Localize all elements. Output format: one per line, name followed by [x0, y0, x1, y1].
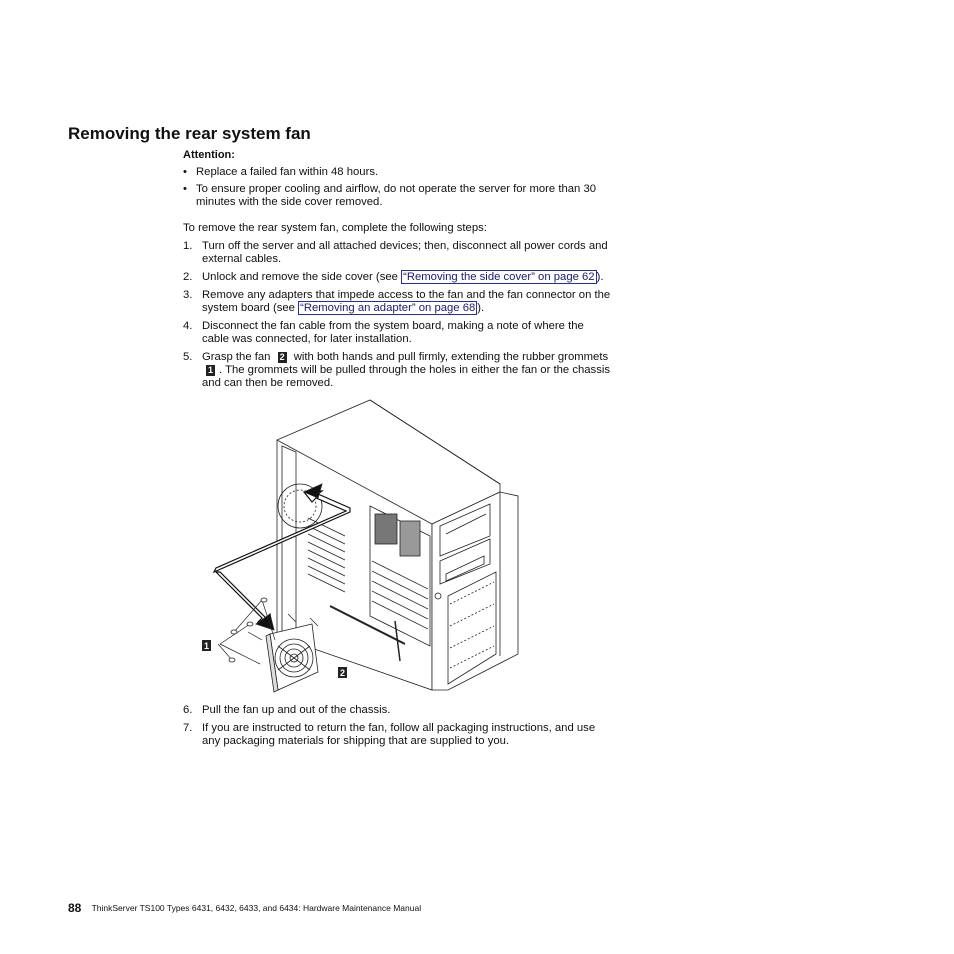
- step-number: 7.: [183, 722, 193, 734]
- server-chassis-drawing: [200, 396, 522, 694]
- section-title: Removing the rear system fan: [68, 124, 311, 143]
- callout-1-badge: 1: [207, 365, 213, 375]
- callout-2-badge: 2: [279, 352, 285, 362]
- step-number: 2.: [183, 271, 193, 283]
- attention-item-text: To ensure proper cooling and airflow, do not operate the server for more than 30 minutes with the side cover removed.: [196, 183, 597, 208]
- step-text: with both hands and pull firmly, extending the rubber grommets: [290, 351, 609, 363]
- step-text-end: ).: [477, 302, 485, 314]
- page-number: 88: [68, 901, 82, 915]
- step-number: 5.: [183, 351, 193, 363]
- step-text: Remove any adapters that impede access to the fan and the fan connector on the system board (see: [202, 289, 611, 314]
- step-text: Turn off the server and all attached devices; then, disconnect all power cords and external cables.: [202, 240, 608, 265]
- step-number: 6.: [183, 704, 193, 716]
- link-removing-adapter[interactable]: “Removing an adapter” on page 68: [300, 302, 476, 314]
- step-text: Pull the fan up and out of the chassis.: [202, 704, 391, 716]
- step-1: [183, 240, 613, 266]
- figure-callout-1: 1: [203, 641, 210, 651]
- page-footer: [68, 901, 421, 915]
- step-text: . The grommets will be pulled through the holes in either the fan or the chassis and can then be removed.: [202, 364, 611, 389]
- step-text: Disconnect the fan cable from the system board, making a note of where the cable was connected, for later installation.: [202, 320, 584, 345]
- rear-fan-removal-illustration: [200, 396, 522, 694]
- attention-item: [183, 183, 613, 209]
- footer-title: ThinkServer TS100 Types 6431, 6432, 6433, and 6434: Hardware Maintenance Manual: [91, 903, 422, 913]
- step-3: [183, 289, 613, 315]
- step-number: 3.: [183, 289, 193, 301]
- attention-list: [183, 166, 613, 213]
- step-text: If you are instructed to return the fan, follow all packaging instructions, and use any packaging materials for shipping that are supplied to you.: [202, 722, 596, 747]
- step-number: 4.: [183, 320, 193, 332]
- bullet-icon: •: [183, 166, 187, 178]
- steps-list-continued: [183, 704, 613, 753]
- step-text: Grasp the fan: [202, 351, 274, 363]
- step-5: [183, 351, 613, 390]
- step-text: Unlock and remove the side cover (see: [202, 271, 402, 283]
- step-number: 1.: [183, 240, 193, 252]
- step-2: [183, 271, 613, 284]
- step-6: [183, 704, 613, 717]
- intro-text: To remove the rear system fan, complete the following steps:: [183, 222, 487, 234]
- steps-list: [183, 240, 613, 395]
- link-removing-side-cover[interactable]: “Removing the side cover” on page 62: [403, 271, 595, 283]
- attention-item-text: Replace a failed fan within 48 hours.: [196, 166, 379, 178]
- step-7: [183, 722, 613, 748]
- step-4: [183, 320, 613, 346]
- figure-callout-2: 2: [339, 668, 346, 678]
- step-text-end: ).: [596, 271, 604, 283]
- attention-label: Attention:: [183, 149, 235, 161]
- attention-item: [183, 166, 613, 179]
- bullet-icon: •: [183, 183, 187, 195]
